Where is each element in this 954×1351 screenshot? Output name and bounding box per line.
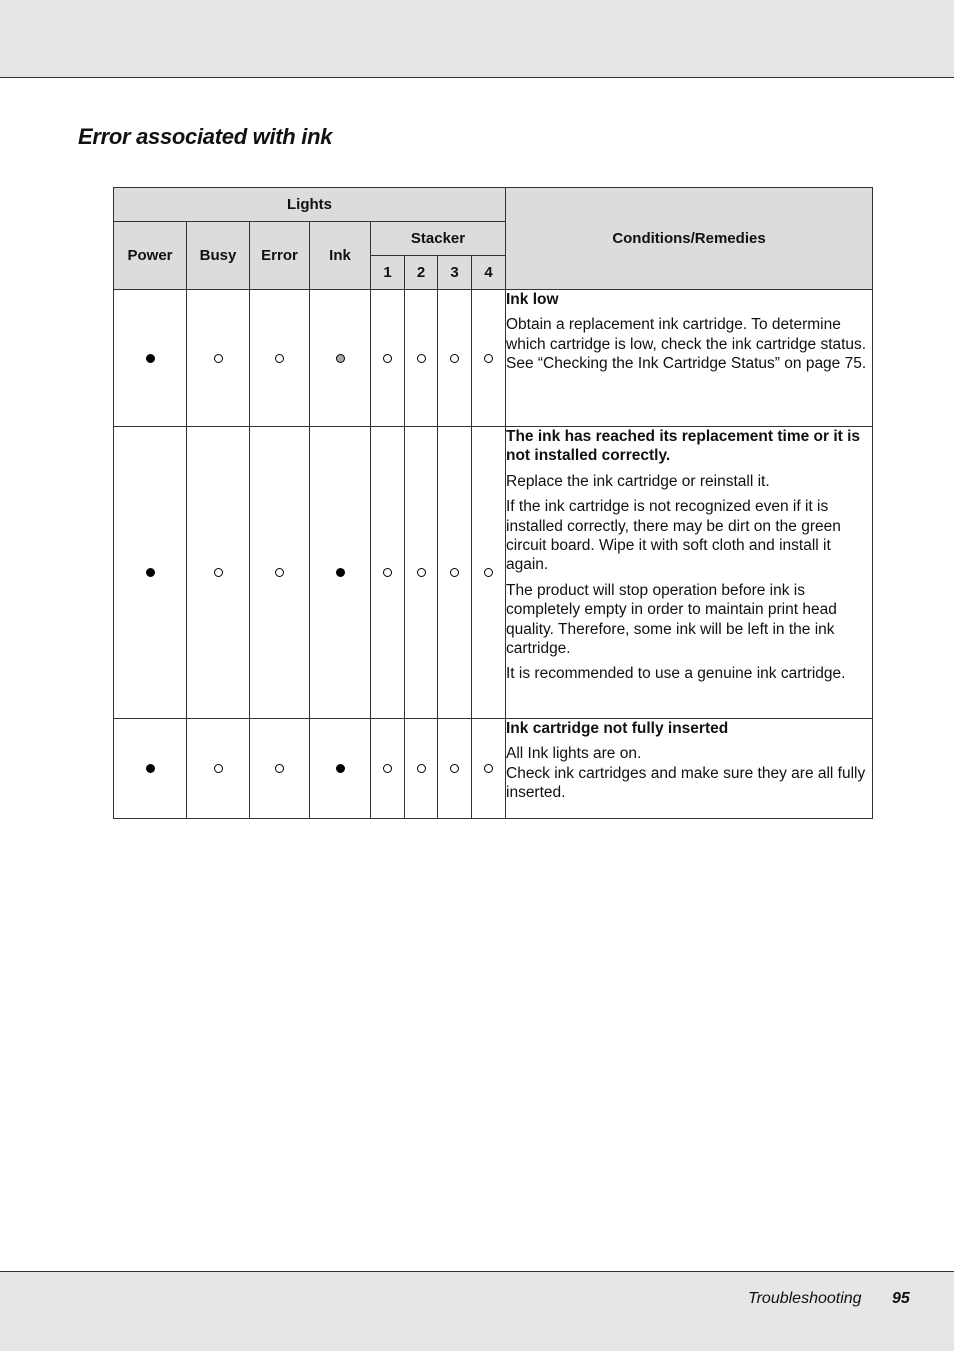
conditions-header: Conditions/Remedies	[506, 188, 873, 290]
light-off-icon	[383, 354, 392, 363]
indicator-cell	[438, 719, 472, 819]
light-off-icon	[275, 764, 284, 773]
indicator-cell	[250, 290, 310, 427]
light-off-icon	[383, 764, 392, 773]
light-off-icon	[214, 354, 223, 363]
indicator-cell	[114, 719, 187, 819]
stacker-1: 1	[371, 256, 405, 290]
stacker-header: Stacker	[371, 222, 506, 256]
light-off-icon	[214, 764, 223, 773]
indicator-cell	[310, 427, 371, 719]
condition-title: Ink cartridge not fully inserted	[506, 720, 729, 737]
ink-error-table	[113, 187, 873, 819]
stacker-3: 3	[438, 256, 472, 290]
light-off-icon	[417, 354, 426, 363]
indicator-cell	[405, 290, 438, 427]
indicator-cell	[371, 719, 405, 819]
col-error: Error	[250, 222, 310, 290]
indicator-cell	[405, 719, 438, 819]
remedy-cell	[506, 719, 873, 819]
indicator-cell	[405, 427, 438, 719]
light-off-icon	[484, 568, 493, 577]
table-row	[114, 290, 873, 427]
indicator-cell	[310, 290, 371, 427]
light-on-icon	[336, 764, 345, 773]
stacker-4: 4	[472, 256, 506, 290]
indicator-cell	[371, 290, 405, 427]
light-off-icon	[450, 568, 459, 577]
lights-header: Lights	[114, 188, 506, 222]
col-power: Power	[114, 222, 187, 290]
col-ink: Ink	[310, 222, 371, 290]
light-on-icon	[146, 568, 155, 577]
remedy-cell	[506, 427, 873, 719]
remedy-text: If the ink cartridge is not recognized even if it is installed correctly, there may be dirt on the green circuit board. Wipe it with soft cloth and install it again.	[506, 498, 841, 574]
header-band	[0, 0, 954, 78]
remedy-text: All Ink lights are on. Check ink cartridges and make sure they are all fully inserted.	[506, 745, 866, 802]
indicator-cell	[472, 427, 506, 719]
indicator-cell	[371, 427, 405, 719]
indicator-cell	[438, 290, 472, 427]
indicator-cell	[114, 290, 187, 427]
col-busy: Busy	[187, 222, 250, 290]
indicator-cell	[250, 427, 310, 719]
indicator-cell	[187, 719, 250, 819]
light-on-icon	[336, 568, 345, 577]
remedy-text: It is recommended to use a genuine ink cartridge.	[506, 665, 846, 683]
remedy-text: Obtain a replacement ink cartridge. To determine which cartridge is low, check the ink cartridge status. See “Checking the Ink Cartridge Status” on page 75.	[506, 316, 867, 373]
indicator-cell	[438, 427, 472, 719]
section-title: Error associated with ink	[78, 124, 333, 149]
page-number: 95	[892, 1290, 910, 1307]
table-row	[114, 719, 873, 819]
light-off-icon	[417, 568, 426, 577]
condition-title: Ink low	[506, 291, 559, 308]
light-flashing-icon	[336, 354, 345, 363]
light-off-icon	[417, 764, 426, 773]
indicator-cell	[187, 427, 250, 719]
light-off-icon	[450, 764, 459, 773]
indicator-cell	[310, 719, 371, 819]
indicator-cell	[472, 719, 506, 819]
indicator-cell	[472, 290, 506, 427]
footer-band	[0, 1271, 954, 1351]
light-off-icon	[484, 764, 493, 773]
light-off-icon	[275, 568, 284, 577]
indicator-cell	[187, 290, 250, 427]
light-off-icon	[275, 354, 284, 363]
remedy-cell	[506, 290, 873, 427]
remedy-text: The product will stop operation before ink is completely empty in order to maintain print head quality. Therefore, some ink will be left in the ink cartridge.	[506, 581, 837, 658]
stacker-2: 2	[405, 256, 438, 290]
light-off-icon	[450, 354, 459, 363]
light-off-icon	[484, 354, 493, 363]
light-off-icon	[214, 568, 223, 577]
indicator-cell	[250, 719, 310, 819]
indicator-cell	[114, 427, 187, 719]
remedy-text: Replace the ink cartridge or reinstall it.	[506, 472, 770, 490]
condition-title: The ink has reached its replacement time or it is not installed correctly.	[506, 428, 861, 465]
light-off-icon	[383, 568, 392, 577]
footer-section-name: Troubleshooting	[748, 1290, 862, 1307]
table-row	[114, 427, 873, 719]
light-on-icon	[146, 354, 155, 363]
light-on-icon	[146, 764, 155, 773]
